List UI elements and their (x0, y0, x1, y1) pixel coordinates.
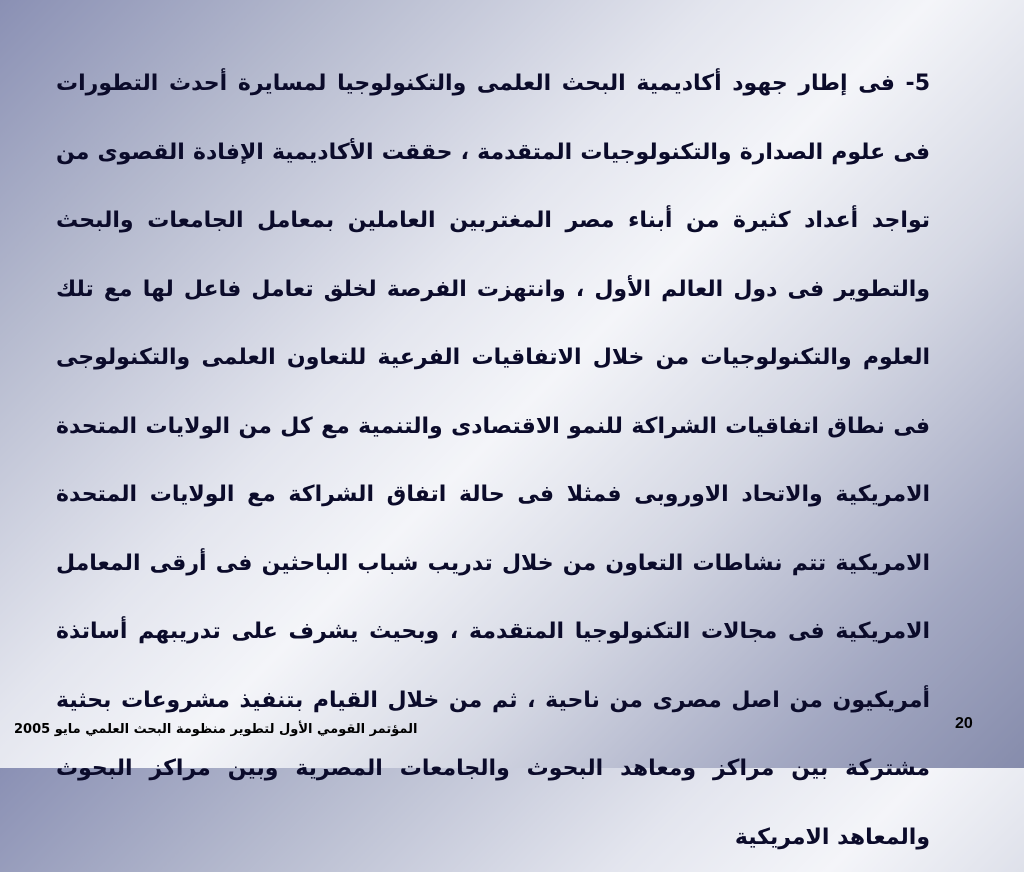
page-number: 20 (955, 715, 973, 732)
footer-caption: المؤتمر القومي الأول لتطوير منظومة البحث العلمي مايو 2005 (14, 722, 418, 737)
slide-body-text: 5- فى إطار جهود أكاديمية البحث العلمى والتكنولوجيا لمسايرة أحدث التطورات فى علوم الصدارة والتكنولوجيات المتقدمة ، حققت الأكاديمية الإفادة القصوى من تواجد أعداد كثيرة من أبناء مصر المغتربين العاملين بمعامل الجامعات والبحث والتطوير فى دول العالم الأول ، وانتهزت الفرصة لخلق تعامل فاعل لها مع تلك العلوم والتكنولوجيات من خلال الاتفاقيات الفرعية للتعاون العلمى والتكنولوجى فى نطاق اتفاقيات الشراكة للنمو الاقتصادى والتنمية مع كل من الولايات المتحدة الامريكية والاتحاد الاوروبى فمثلا فى حالة اتفاق الشراكة مع الولايات المتحدة الامريكية تتم نشاطات التعاون من خلال تدريب شباب الباحثين فى أرقى المعامل الامريكية فى مجالات التكنولوجيا المتقدمة ، وبحيث يشرف على تدريبهم أساتذة أمريكيون من اصل مصرى من ناحية ، ثم من خلال القيام بتنفيذ مشروعات بحثية مشتركة بين مراكز ومعاهد البحوث والجامعات المصرية وبين مراكز البحوث والمعاهد الامريكية (56, 71, 930, 850)
